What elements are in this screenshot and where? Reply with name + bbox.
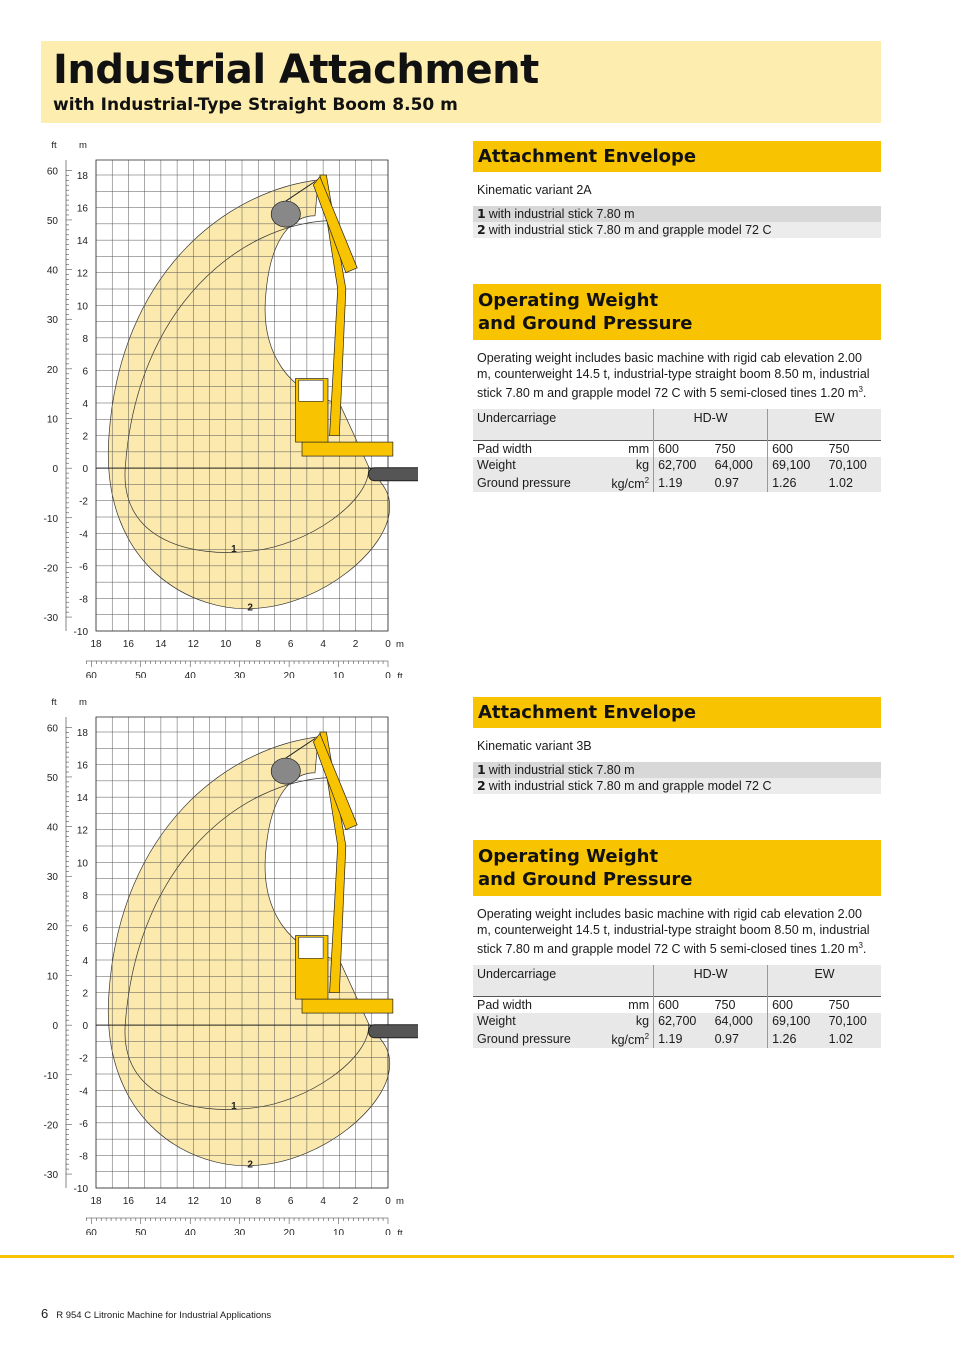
legend-item-2: 2 with industrial stick 7.80 m and grapple model 72 C	[473, 778, 881, 794]
x-tick-ft: 60	[85, 1228, 97, 1235]
x-tick-m: 18	[90, 639, 102, 650]
curve-label-2: 2	[247, 602, 253, 614]
y-tick-m: 10	[76, 301, 88, 313]
attachment-envelope-title: Attachment Envelope	[473, 697, 881, 728]
legend-item-1: 1 with industrial stick 7.80 m	[473, 206, 881, 222]
x-tick-m: 14	[155, 1196, 167, 1207]
upper-carriage	[302, 442, 393, 456]
table-row: Pad width mm 600 750 600 750	[473, 997, 881, 1014]
y-tick-ft: -30	[43, 1170, 58, 1182]
undercarriage-track	[369, 468, 418, 481]
y-tick-ft: 30	[46, 315, 58, 327]
page-subtitle: with Industrial-Type Straight Boom 8.50 m	[53, 95, 458, 115]
x-tick-m: 10	[220, 1196, 232, 1207]
y-tick-ft: 40	[46, 265, 58, 277]
y-tick-m: -10	[73, 1184, 88, 1195]
cab-window	[299, 937, 323, 958]
envelope-chart-1	[38, 133, 418, 678]
ground-pressure-table	[473, 409, 881, 492]
y-tick-m: 10	[76, 858, 88, 870]
x-unit-ft: ft	[397, 671, 403, 678]
footer-divider	[0, 1255, 954, 1258]
y-tick-m: 18	[76, 728, 88, 739]
x-tick-ft: 30	[234, 1228, 246, 1235]
page-number: 6	[41, 1306, 49, 1321]
x-tick-m: 6	[287, 1196, 294, 1207]
operating-weight-title: Operating Weight and Ground Pressure	[473, 840, 881, 896]
x-tick-m: 4	[320, 1196, 326, 1207]
y-tick-m: 4	[82, 399, 88, 410]
y-tick-m: 14	[76, 236, 88, 248]
curve-label-1: 1	[231, 1100, 237, 1112]
y-tick-m: 16	[76, 760, 88, 772]
attachment-envelope-title: Attachment Envelope	[473, 141, 881, 172]
y-tick-m: 0	[82, 1021, 88, 1033]
y-tick-m: 4	[82, 956, 88, 967]
x-tick-m: 0	[385, 1196, 391, 1207]
cab-window	[299, 380, 323, 401]
x-tick-m: 16	[122, 1196, 135, 1207]
undercarriage-header: Undercarriage	[473, 409, 654, 441]
y-tick-ft: 60	[46, 166, 58, 178]
group-ew: EW	[768, 409, 881, 441]
x-tick-m: 8	[255, 1196, 262, 1207]
y-tick-m: 6	[82, 923, 88, 935]
x-tick-m: 14	[155, 639, 167, 650]
x-tick-m: 18	[90, 1196, 102, 1207]
y-tick-ft: 30	[46, 872, 58, 884]
y-tick-ft: -10	[43, 1070, 58, 1082]
x-tick-m: 4	[320, 639, 326, 650]
y-tick-m: -4	[79, 529, 88, 541]
operating-weight-description: Operating weight includes basic machine with rigid cab elevation 2.00 m, counterweight 14.5 t, industrial-type straight boom 8.50 m, industrial stick 7.80 m and grapple model 72 C with 5 semi-closed tines 1.20 $m^3$.	[477, 351, 870, 401]
x-tick-ft: 0	[385, 671, 391, 678]
operating-weight-title: Operating Weight and Ground Pressure	[473, 284, 881, 340]
legend-item-2: 2 with industrial stick 7.80 m and grapple model 72 C	[473, 222, 881, 238]
y-tick-m: -8	[79, 1151, 88, 1163]
spec-panel-2	[473, 697, 881, 1048]
y-tick-m: 0	[82, 464, 88, 476]
group-hdw: HD-W	[654, 409, 768, 441]
page-title: Industrial Attachment	[53, 47, 539, 93]
y-tick-ft: 50	[46, 215, 58, 227]
y-tick-ft: 20	[46, 364, 58, 376]
y-tick-m: 6	[82, 366, 88, 378]
group-hdw: HD-W	[654, 965, 768, 997]
grapple	[271, 758, 300, 784]
footer-text: R 954 C Litronic Machine for Industrial Applications	[56, 1310, 272, 1321]
y-tick-ft: 10	[46, 414, 58, 426]
unit-m-label: m	[79, 697, 87, 708]
y-tick-m: -4	[79, 1086, 88, 1098]
x-unit-ft: ft	[397, 1228, 403, 1235]
page-header	[41, 41, 881, 123]
y-tick-ft: 10	[46, 971, 58, 983]
x-tick-ft: 20	[283, 671, 295, 678]
x-tick-m: 12	[187, 1196, 199, 1207]
x-tick-ft: 50	[135, 1228, 147, 1235]
y-tick-ft: 20	[46, 921, 58, 933]
unit-m-label: m	[79, 140, 87, 151]
kinematic-variant: Kinematic variant 2A	[477, 183, 592, 197]
x-tick-ft: 20	[283, 1228, 295, 1235]
curve-label-1: 1	[231, 543, 237, 555]
x-tick-m: 0	[385, 639, 391, 650]
y-tick-m: 8	[82, 333, 88, 345]
y-tick-ft: 0	[52, 464, 58, 476]
x-tick-m: 2	[352, 639, 359, 650]
x-tick-m: 8	[255, 639, 262, 650]
x-tick-ft: 0	[385, 1228, 391, 1235]
undercarriage-track	[369, 1025, 418, 1038]
kinematic-variant: Kinematic variant 3B	[477, 739, 592, 753]
y-tick-m: -10	[73, 627, 88, 638]
y-tick-ft: 60	[46, 723, 58, 735]
x-tick-m: 16	[122, 639, 135, 650]
table-row: Pad width mm 600 750 600 750	[473, 441, 881, 458]
table-row: Ground pressure $kg/cm^2$ 1.19 0.97 1.26 1.02	[473, 473, 881, 492]
attachment-envelope-diagram-1	[38, 133, 418, 678]
table-row: Ground pressure $kg/cm^2$ 1.19 0.97 1.26 1.02	[473, 1029, 881, 1048]
ground-pressure-table	[473, 965, 881, 1048]
y-tick-ft: 0	[52, 1021, 58, 1033]
y-tick-ft: -10	[43, 513, 58, 525]
y-tick-m: 14	[76, 793, 88, 805]
x-tick-ft: 40	[184, 671, 196, 678]
spec-panel-1	[473, 141, 881, 492]
x-tick-ft: 60	[85, 671, 97, 678]
page-footer	[41, 1306, 271, 1321]
legend-item-1: 1 with industrial stick 7.80 m	[473, 762, 881, 778]
curve-label-2: 2	[247, 1159, 253, 1171]
group-ew: EW	[768, 965, 881, 997]
y-tick-m: 12	[76, 825, 88, 837]
y-tick-m: -2	[79, 1053, 88, 1065]
y-tick-ft: 40	[46, 822, 58, 834]
y-tick-m: 12	[76, 268, 88, 280]
x-tick-ft: 40	[184, 1228, 196, 1235]
table-row: Weight kg 62,700 64,000 69,100 70,100	[473, 457, 881, 473]
envelope-chart-2	[38, 690, 418, 1235]
x-tick-m: 10	[220, 639, 232, 650]
unit-ft-label: ft	[51, 140, 57, 151]
y-tick-ft: -20	[43, 563, 58, 575]
y-tick-ft: 50	[46, 772, 58, 784]
upper-carriage	[302, 999, 393, 1013]
y-tick-m: 2	[82, 988, 88, 1000]
grapple	[271, 201, 300, 227]
y-tick-m: -6	[79, 561, 88, 573]
x-tick-ft: 10	[332, 671, 345, 678]
x-tick-ft: 30	[234, 671, 246, 678]
y-tick-m: 16	[76, 203, 88, 215]
attachment-envelope-diagram-2	[38, 690, 418, 1235]
y-tick-m: 2	[82, 431, 88, 443]
x-tick-ft: 10	[332, 1228, 345, 1235]
y-tick-ft: -30	[43, 613, 58, 625]
x-tick-m: 6	[287, 639, 294, 650]
y-tick-m: 8	[82, 890, 88, 902]
undercarriage-header: Undercarriage	[473, 965, 654, 997]
operating-weight-description: Operating weight includes basic machine with rigid cab elevation 2.00 m, counterweight 14.5 t, industrial-type straight boom 8.50 m, industrial stick 7.80 m and grapple model 72 C with 5 semi-closed tines 1.20 $m^3$.	[477, 907, 870, 957]
y-tick-ft: -20	[43, 1120, 58, 1132]
y-tick-m: -6	[79, 1118, 88, 1130]
table-row: Weight kg 62,700 64,000 69,100 70,100	[473, 1013, 881, 1029]
x-tick-m: 2	[352, 1196, 359, 1207]
y-tick-m: -8	[79, 594, 88, 606]
y-tick-m: 18	[76, 171, 88, 182]
y-tick-m: -2	[79, 496, 88, 508]
x-unit-m: m	[396, 1196, 404, 1207]
x-tick-m: 12	[187, 639, 199, 650]
x-tick-ft: 50	[135, 671, 147, 678]
x-unit-m: m	[396, 639, 404, 650]
unit-ft-label: ft	[51, 697, 57, 708]
